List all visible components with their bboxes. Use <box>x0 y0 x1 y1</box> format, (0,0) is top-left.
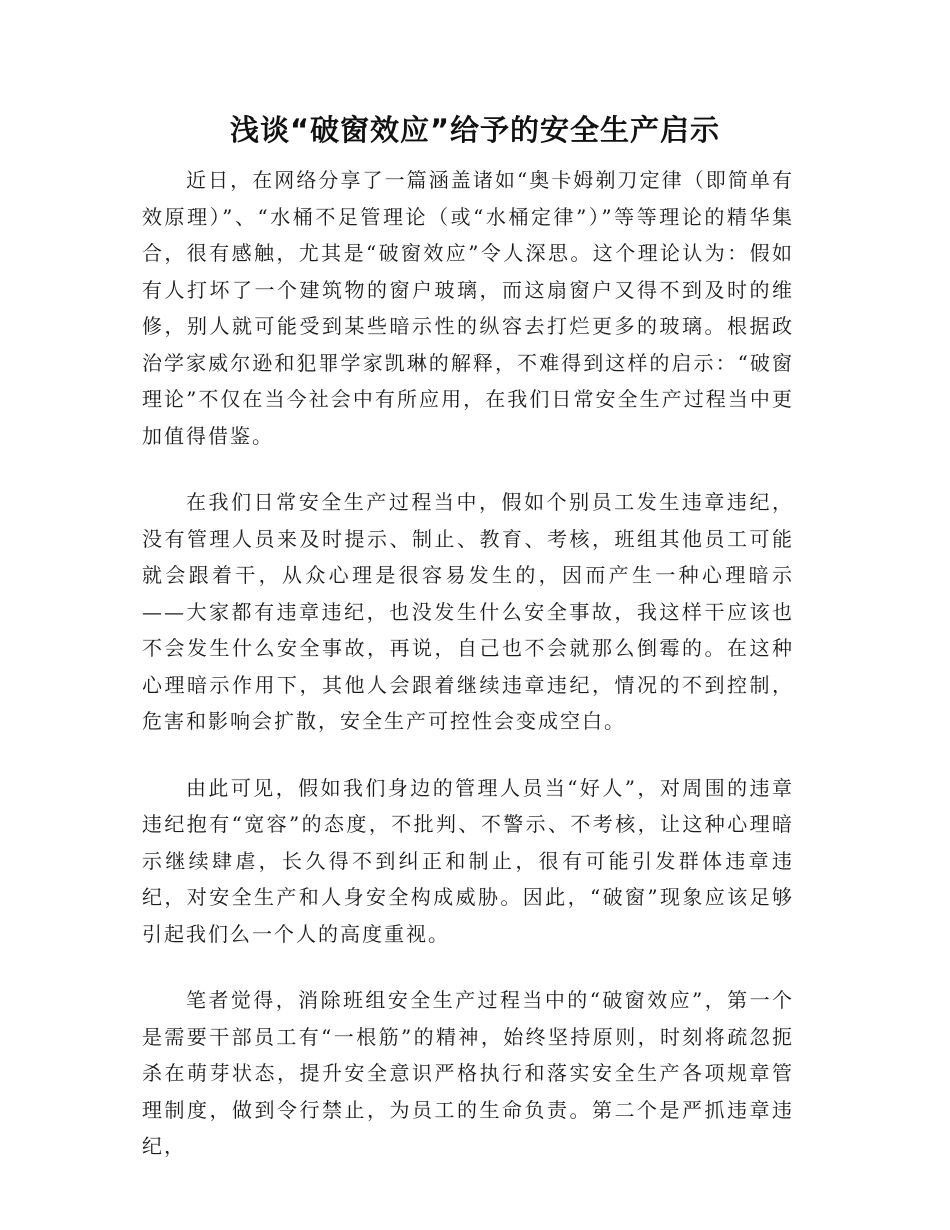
paragraph-3: 由此可见，假如我们身边的管理人员当“好人”，对周围的违章违纪抱有“宽容”的态度，不批判、不警示、不考核，让这种心理暗示继续肆虐，长久得不到纠正和制止，很有可能引发群体违章违纪，对安全生产和人身安全构成威胁。因此，“破窗”现象应该足够引起我们么一个人的高度重视。 <box>142 775 794 946</box>
paragraph-1: 近日，在网络分享了一篇涵盖诸如“奥卡姆剃刀定律（即简单有效原理）”、“水桶不足管理论（或“水桶定律”）”等等理论的精华集合，很有感触，尤其是“破窗效应”令人深思。这个理论认为：假如有人打坏了一个建筑物的窗户玻璃，而这扇窗户又得不到及时的维修，别人就可能受到某些暗示性的纵容去打烂更多的玻璃。根据政治学家威尔逊和犯罪学家凯琳的解释，不难得到这样的启示：“破窗理论”不仅在当今社会中有所应用，在我们日常安全生产过程当中更加值得借鉴。 <box>142 168 794 448</box>
paragraph-2: 在我们日常安全生产过程当中，假如个别员工发生违章违纪，没有管理人员来及时提示、制止、教育、考核，班组其他员工可能就会跟着干，从众心理是很容易发生的，因而产生一种心理暗示——大家都有违章违纪，也没发生什么安全事故，我这样干应该也不会发生什么安全事故，再说，自己也不会就那么倒霉的。在这种心理暗示作用下，其他人会跟着继续违章违纪，情况的不到控制，危害和影响会扩散，安全生产可控性会变成空白。 <box>142 490 794 733</box>
page-title: 浅谈“破窗效应”给予的安全生产启示 <box>229 113 721 147</box>
document-body <box>142 162 794 1195</box>
paragraph-4: 笔者觉得，消除班组安全生产过程当中的“破窗效应”，第一个是需要干部员工有“一根筋”的精神，始终坚持原则，时刻将疏忽扼杀在萌芽状态，提升安全意识严格执行和落实安全生产各项规章管理制度，做到令行禁止，为员工的生命负责。第二个是严抓违章违纪， <box>142 988 794 1158</box>
